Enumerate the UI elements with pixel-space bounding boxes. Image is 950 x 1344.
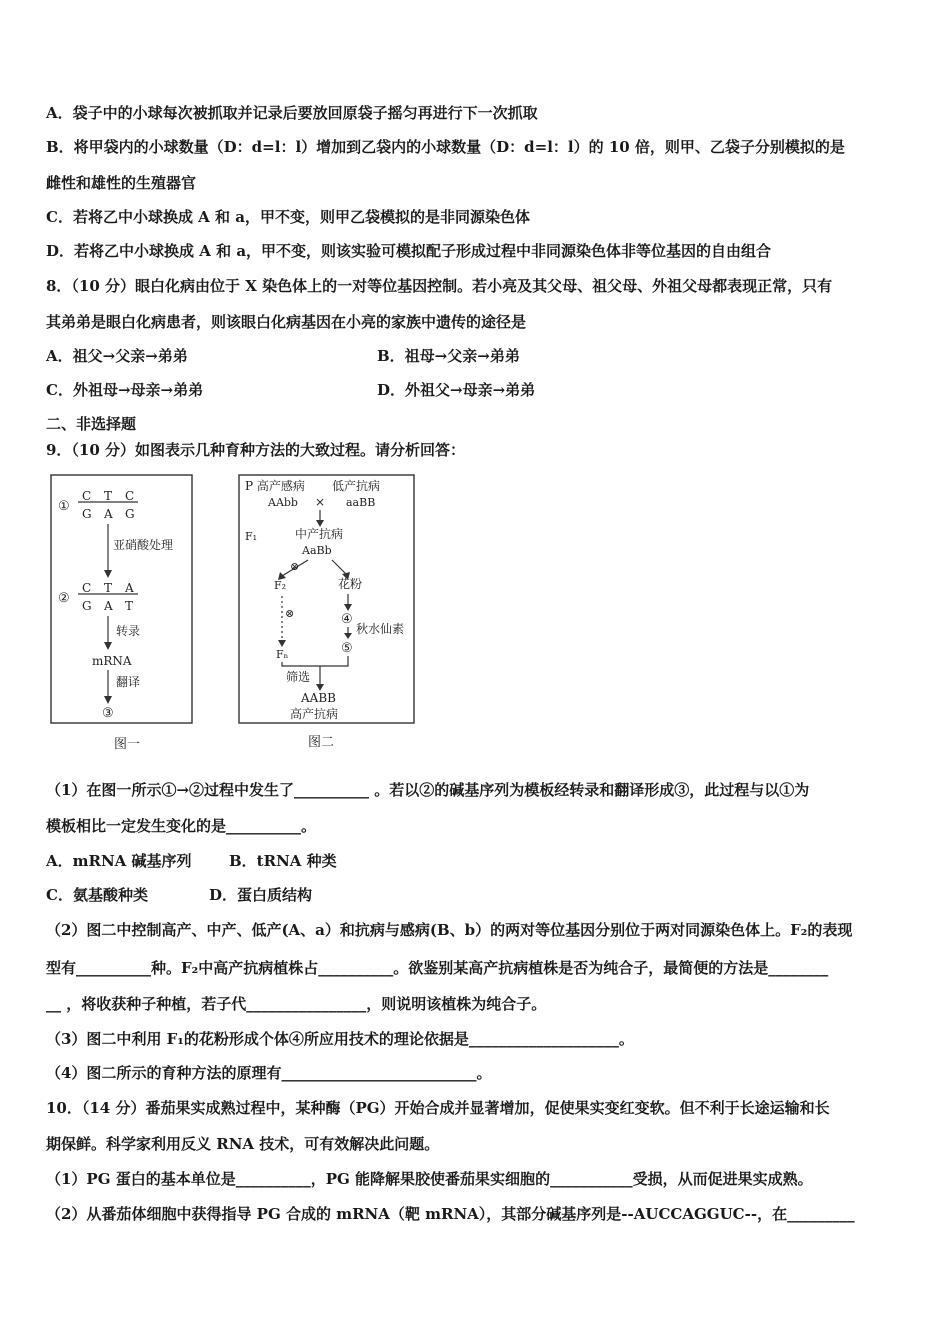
fig2-arrowhead-select xyxy=(316,684,324,691)
fig2-p-geno-left: AAbb xyxy=(268,496,298,509)
fig2-pollen: 花粉 xyxy=(338,577,363,591)
fig2-selfing-2: ⊗ xyxy=(285,607,295,620)
fig2-fn-label: Fₙ xyxy=(276,648,289,661)
q9-p3: （3）图二中利用 F₁的花粉形成个体④所应用技术的理论依据是____________________。 xyxy=(46,1030,634,1048)
fig2-f1-geno: AaBb xyxy=(302,544,332,557)
fig1-step2: ② xyxy=(58,591,70,606)
fig2-step4: ④ xyxy=(341,612,353,627)
fig2-cross: × xyxy=(315,495,326,509)
fig2-arrowhead-pollen xyxy=(344,604,352,611)
q9-stem: 9．（10 分）如图表示几种育种方法的大致过程。请分析回答： xyxy=(46,441,466,459)
q8-stem-line2: 其弟弟是眼白化病患者，则该眼白化病基因在小亮的家族中遗传的途径是 xyxy=(46,313,527,331)
section2-title: 二、非选择题 xyxy=(46,415,137,433)
fig2-selfing-1: ⊗ xyxy=(290,560,300,573)
fig1-base-top-3: C xyxy=(125,489,135,503)
fig1-base2-top-3: A xyxy=(125,581,134,595)
fig1-label-translate: 翻译 xyxy=(116,675,141,689)
q8-option-a: A．祖父→父亲→弟弟 xyxy=(46,347,188,365)
q9-p2-line3: __ ，将收获种子种植，若子代________________，则说明该植株为纯合子。 xyxy=(46,995,547,1013)
fig1-base-top-2: T xyxy=(104,489,113,503)
fig2-dashed-arrowhead xyxy=(278,640,286,647)
q7-option-b-line2: 雌性和雄性的生殖器官 xyxy=(46,174,197,192)
q7-option-b-line1: B．将甲袋内的小球数量（D：d=l：l）增加到乙袋内的小球数量（D：d=l：l）的 10 倍，则甲、乙袋子分别模拟的是 xyxy=(46,138,845,156)
fig1-step3: ③ xyxy=(102,706,114,721)
q8-stem-line1: 8．（10 分）眼白化病由位于 X 染色体上的一对等位基因控制。若小亮及其父母、祖父母、外祖父母都表现正常，只有 xyxy=(46,277,833,295)
fig1-base2-top-1: C xyxy=(82,581,92,595)
q10-stem-line1: 10．（14 分）番茄果实成熟过程中，某种酶（PG）开始合成并显著增加，促使果实变红变软。但不利于长途运输和长 xyxy=(46,1099,830,1117)
fig1-step1: ① xyxy=(58,499,70,514)
fig2-f1-label: F₁ xyxy=(245,530,258,543)
q9-p1-line1: （1）在图一所示①→②过程中发生了__________ 。若以②的碱基序列为模板经转录和翻译形成③，此过程与以①为 xyxy=(46,781,810,799)
q9-p1-option-b: B．tRNA 种类 xyxy=(229,852,337,870)
fig2-p-label: P 高产感病 xyxy=(245,479,305,493)
fig1-base-bottom-2: A xyxy=(104,507,113,521)
fig1-base2-bottom-2: A xyxy=(104,599,113,613)
fig1-base-bottom-3: G xyxy=(125,507,135,521)
fig2-step5: ⑤ xyxy=(341,641,353,656)
fig1-base-bottom-1: G xyxy=(82,507,92,521)
q10-p2: （2）从番茄体细胞中获得指导 PG 合成的 mRNA（靶 mRNA），其部分碱基序列是--AUCCAGGUC--，在_________ xyxy=(46,1205,855,1223)
fig2-caption: 图二 xyxy=(308,735,335,750)
q7-option-d: D．若将乙中小球换成 A 和 a，甲不变，则该实验可模拟配子形成过程中非同源染色体非等位基因的自由组合 xyxy=(46,242,772,260)
q9-p4: （4）图二所示的育种方法的原理有__________________________。 xyxy=(46,1064,492,1082)
fig2-result-pheno: 高产抗病 xyxy=(290,707,339,721)
fig2-f2-label: F₂ xyxy=(274,579,287,592)
fig2-p-right: 低产抗病 xyxy=(332,479,381,493)
fig1-mrna: mRNA xyxy=(92,654,132,668)
fig2-p-geno-right: aaBB xyxy=(346,496,376,509)
q7-option-c: C．若将乙中小球换成 A 和 a，甲不变，则甲乙袋模拟的是非同源染色体 xyxy=(46,208,530,226)
fig1-arrowhead-2 xyxy=(104,642,112,650)
q9-p1-line2: 模板相比一定发生变化的是__________。 xyxy=(46,817,317,835)
q10-stem-line2: 期保鲜。科学家利用反义 RNA 技术，可有效解决此问题。 xyxy=(46,1135,440,1153)
fig2-arrowhead-step4 xyxy=(344,633,352,639)
fig1-label-transcribe: 转录 xyxy=(116,624,141,638)
figure-1 xyxy=(50,472,195,757)
fig1-base2-bottom-3: T xyxy=(125,599,134,613)
q9-p2-line2: 型有__________种。F₂中高产抗病植株占__________。欲鉴别某高产抗病植株是否为纯合子，最简便的方法是________ xyxy=(46,959,829,977)
fig1-caption: 图一 xyxy=(114,737,141,752)
q7-option-a: A．袋子中的小球每次被抓取并记录后要放回原袋子摇匀再进行下一次抓取 xyxy=(46,104,538,122)
fig1-arrowhead-3 xyxy=(104,696,112,704)
fig1-label-treat: 亚硝酸处理 xyxy=(113,538,174,552)
fig1-base2-bottom-1: G xyxy=(82,599,92,613)
fig1-arrowhead-1 xyxy=(104,570,112,578)
fig2-select: 筛选 xyxy=(286,670,311,684)
q8-option-d: D．外祖父→母亲→弟弟 xyxy=(377,381,536,399)
fig2-merge-line xyxy=(282,656,348,666)
fig2-arrowhead-p xyxy=(316,520,324,527)
fig1-base2-top-2: T xyxy=(104,581,113,595)
fig2-branch-right xyxy=(332,560,346,574)
q9-p1-option-d: D．蛋白质结构 xyxy=(209,886,313,904)
fig2-result-geno: AABB xyxy=(301,691,336,705)
q8-option-b: B．祖母→父亲→弟弟 xyxy=(377,347,520,365)
q10-p1: （1）PG 蛋白的基本单位是__________，PG 能降解果胶使番茄果实细胞的___________受损，从而促进果实成熟。 xyxy=(46,1170,813,1188)
figure-2-frame xyxy=(239,475,414,723)
fig1-base-top-1: C xyxy=(82,489,92,503)
q8-option-c: C．外祖母→母亲→弟弟 xyxy=(46,381,204,399)
q9-p2-line1: （2）图二中控制高产、中产、低产(A、a）和抗病与感病(B、b）的两对等位基因分别位于两对同源染色体上。F₂的表现 xyxy=(46,921,853,939)
q9-p1-option-c: C．氨基酸种类 xyxy=(46,886,148,904)
figure-2 xyxy=(238,472,418,757)
q9-p1-option-a: A．mRNA 碱基序列 xyxy=(46,852,192,870)
fig2-colchicine: 秋水仙素 xyxy=(356,622,405,636)
fig2-f1-pheno: 中产抗病 xyxy=(295,527,344,541)
